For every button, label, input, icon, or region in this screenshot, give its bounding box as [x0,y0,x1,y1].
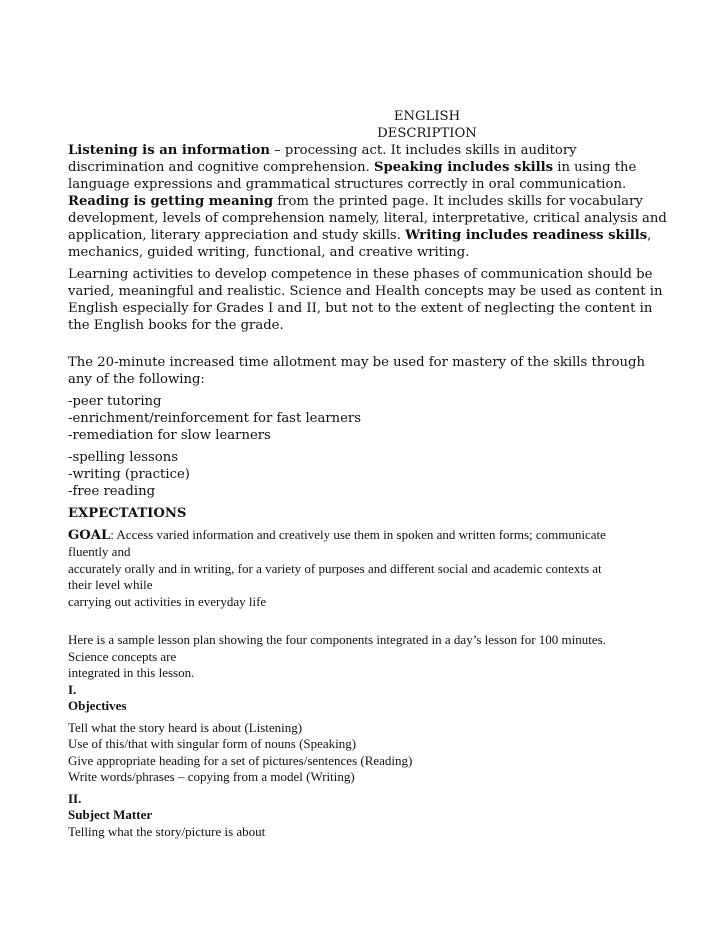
objectives-list [68,720,668,786]
list-item: -peer tutoring [68,394,162,409]
sample-lesson-intro [68,632,668,715]
sample-line: Science concepts are [68,648,177,664]
sample-line: integrated in this lesson. [68,665,195,680]
writing-text: , mechanics, guided writing, functional, and creative writing. [68,228,652,260]
goal-text: : Access varied information and creatively use them in spoken and written forms; communicate [110,527,606,542]
section-one-number: I. [68,681,77,697]
sample-line: Here is a sample lesson plan showing the four components integrated in a day’s lesson for 100 minutes. [68,632,606,647]
objective-item: Write words/phrases – copying from a model (Writing) [68,769,355,784]
list-item: -writing (practice) [68,467,190,482]
list-item: -free reading [68,484,156,499]
goal-label: GOAL [68,528,111,543]
learning-activities-paragraph: Learning activities to develop competence in these phases of communication should be varied, meaningful and realistic. Science and Health concepts may be used as content in English especially for Grades I and II, but not to the extent of neglecting the content in the English books for the grade. [68,267,663,333]
activity-list [68,449,668,500]
goal-line: accurately orally and in writing, for a variety of purposes and different social and academic contexts at [68,560,602,576]
writing-term: Writing includes readiness skills [405,228,648,243]
listening-text: – processing act. It includes skills in auditory discrimination and cognitive comprehension. [68,143,577,175]
document-title: ENGLISH [393,109,461,124]
goal-line: carrying out activities in everyday life [68,593,267,609]
subject-matter-section [68,791,668,841]
listening-term: Listening is an information [68,143,270,158]
reading-term: Reading is getting meaning [68,194,274,209]
speaking-term: Speaking includes skills [373,160,554,175]
reading-text: from the printed page. It includes skills for vocabulary development, levels of comprehension namely, literal, interpretative, critical analysis and application, literary appreciation and study skills. [68,194,667,243]
list-item: -enrichment/reinforcement for fast learners [68,411,362,426]
goal-line: their level while [68,577,153,592]
section-one-heading: Objectives [68,698,127,713]
description-paragraph [68,142,668,261]
speaking-text: in using the language expressions and grammatical structures correctly in oral communication. [68,160,637,192]
time-allotment-paragraph: The 20-minute increased time allotment may be used for mastery of the skills through any of the following: [68,355,645,387]
section-two-number: II. [68,790,82,806]
expectations-heading: EXPECTATIONS [68,506,187,521]
subject-matter-text: Telling what the story/picture is about [68,823,266,839]
section-two-heading: Subject Matter [68,807,153,822]
document-body [68,108,668,840]
list-item: -spelling lessons [68,450,179,465]
objective-item: Give appropriate heading for a set of pictures/sentences (Reading) [68,752,413,768]
document-subtitle: DESCRIPTION [377,126,477,141]
goal-line: fluently and [68,544,131,559]
objective-item: Tell what the story heard is about (Listening) [68,719,303,735]
list-item: -remediation for slow learners [68,428,271,443]
strategy-list [68,393,668,444]
objective-item: Use of this/that with singular form of nouns (Speaking) [68,736,357,751]
goal-block [68,527,668,610]
